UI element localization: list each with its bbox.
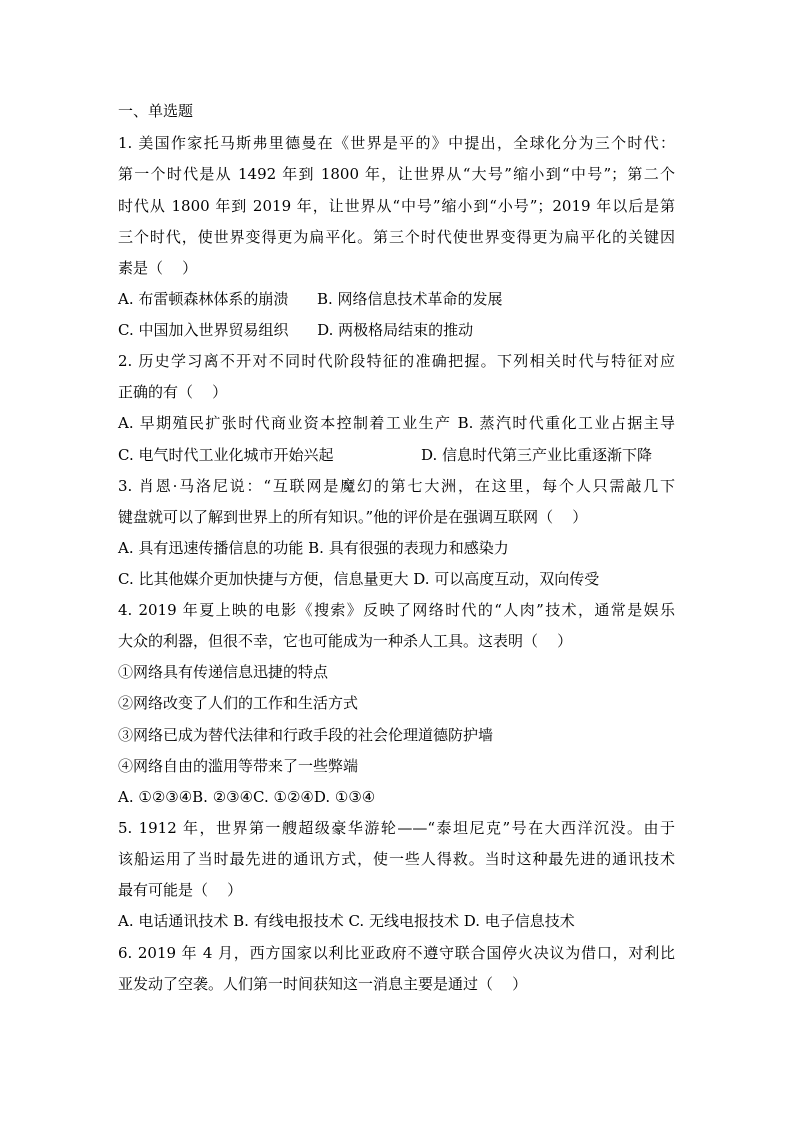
q2-line-1: 2. 历史学习离不开对不同时代阶段特征的准确把握。下列相关时代与特征对应 xyxy=(118,352,675,370)
q6-line-1: 6. 2019 年 4 月，西方国家以利比亚政府不遵守联合国停火决议为借口，对利比 xyxy=(118,944,675,962)
q5-line-2: 该船运用了当时最先进的通讯方式，使一些人得救。当时这种最先进的通讯技术 xyxy=(118,850,675,868)
q4-statement-1: ①网络具有传递信息迅捷的特点 xyxy=(118,663,329,681)
q1-line-3: 时代从 1800 年到 2019 年，让世界从“中号”缩小到“小号”；2019 年以后是第 xyxy=(118,197,675,215)
q3-option-cd: C. 比其他媒介更加快捷与方便，信息量更大 D. 可以高度互动，双向传受 xyxy=(118,570,600,588)
q1-option-ab: A. 布雷顿森林体系的崩溃 B. 网络信息技术革命的发展 xyxy=(118,290,503,308)
q2-option-d: D. 信息时代第三产业比重逐渐下降 xyxy=(421,446,653,464)
q5-line-1: 5. 1912 年，世界第一艘超级豪华游轮——“泰坦尼克”号在大西洋沉没。由于 xyxy=(118,819,675,837)
q4-statement-2: ②网络改变了人们的工作和生活方式 xyxy=(118,694,359,712)
q6-line-2: 亚发动了空袭。人们第一时间获知这一消息主要是通过（ ） xyxy=(118,975,528,993)
q5-options: A. 电话通讯技术 B. 有线电报技术 C. 无线电报技术 D. 电子信息技术 xyxy=(118,912,575,930)
q4-statement-3: ③网络已成为替代法律和行政手段的社会伦理道德防护墙 xyxy=(118,726,494,744)
q2-option-c: C. 电气时代工业化城市开始兴起 xyxy=(118,446,334,464)
q1-option-cd: C. 中国加入世界贸易组织 D. 两极格局结束的推动 xyxy=(118,321,474,339)
q5-line-3: 最有可能是（ ） xyxy=(118,881,243,899)
q4-line-2: 大众的利器，但很不幸，它也可能成为一种杀人工具。这表明（ ） xyxy=(118,632,573,650)
q4-line-1: 4. 2019 年夏上映的电影《搜索》反映了网络时代的“人肉”技术，通常是娱乐 xyxy=(118,601,675,619)
q3-option-ab: A. 具有迅速传播信息的功能 B. 具有很强的表现力和感染力 xyxy=(118,539,509,557)
q1-line-2: 第一个时代是从 1492 年到 1800 年，让世界从“大号”缩小到“中号”；第二个 xyxy=(118,165,675,183)
q2-option-ab: A. 早期殖民扩张时代商业资本控制着工业生产 B. 蒸汽时代重化工业占据主导 xyxy=(118,414,675,432)
q3-line-1: 3. 肖恩·马洛尼说：“互联网是魔幻的第七大洲，在这里，每个人只需敲几下 xyxy=(118,477,675,495)
q4-statement-4: ④网络自由的滥用等带来了一些弊端 xyxy=(118,757,359,775)
q4-options: A. ①②③④B. ②③④C. ①②④D. ①③④ xyxy=(118,788,376,806)
section-title: 一、单选题 xyxy=(118,102,194,120)
q1-line-5: 素是（ ） xyxy=(118,259,198,277)
q1-line-4: 三个时代，使世界变得更为扁平化。第三个时代使世界变得更为扁平化的关键因 xyxy=(118,228,675,246)
q2-line-2: 正确的有（ ） xyxy=(118,383,228,401)
q1-line-1: 1. 美国作家托马斯弗里德曼在《世界是平的》中提出，全球化分为三个时代： xyxy=(118,134,675,152)
q3-line-2: 键盘就可以了解到世界上的所有知识。”他的评价是在强调互联网（ ） xyxy=(118,508,588,526)
